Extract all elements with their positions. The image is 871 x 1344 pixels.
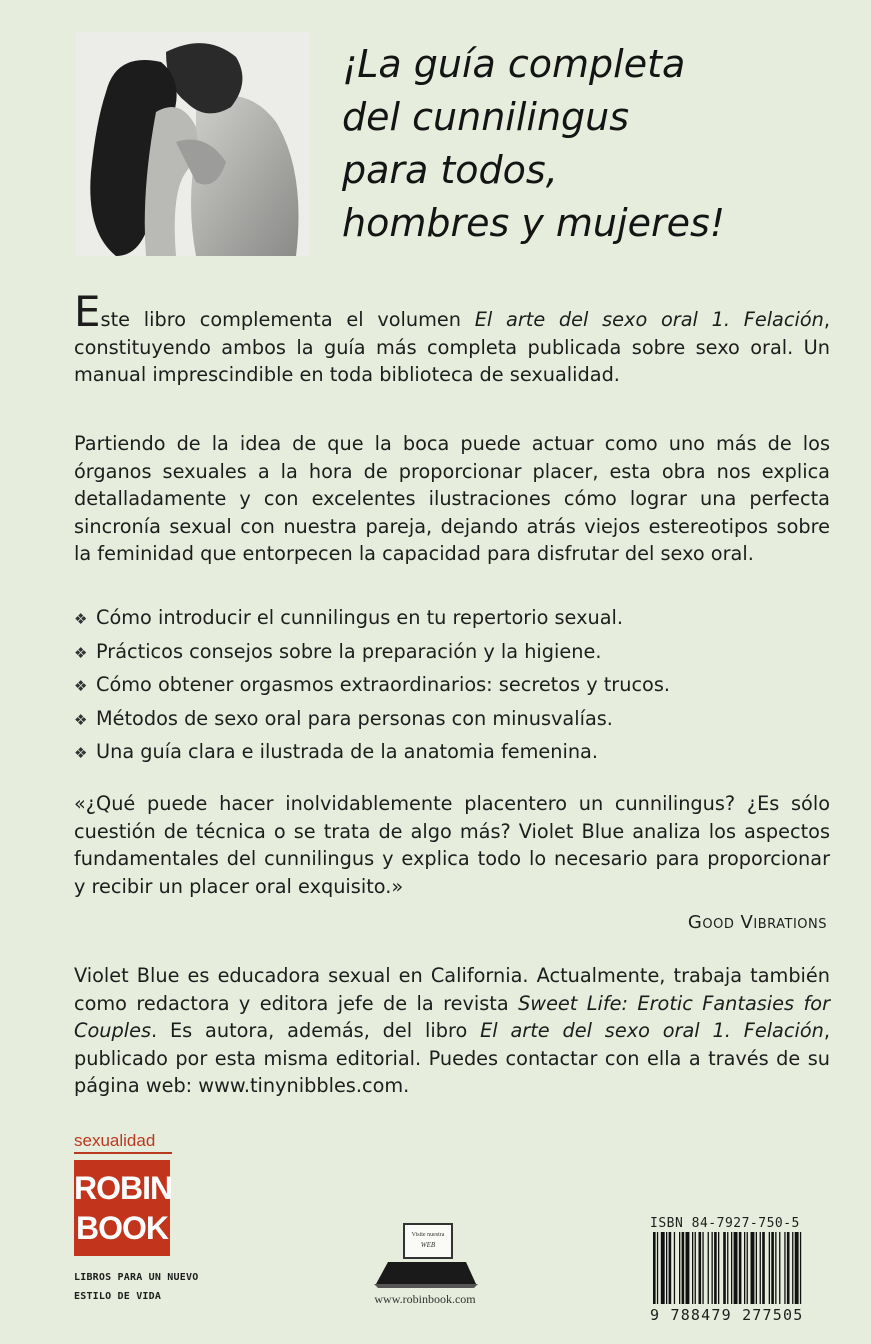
barcode-bar: [769, 1232, 770, 1304]
barcode-bar: [699, 1232, 702, 1304]
collection-label: sexualidad: [74, 1131, 156, 1150]
barcode-bar: [762, 1232, 765, 1304]
barcode-bar: [669, 1232, 672, 1304]
list-item-text: Prácticos consejos sobre la preparación y la higiene.: [96, 639, 602, 663]
barcode-bar: [744, 1232, 745, 1304]
intro-book-title: El arte del sexo oral 1. Felación: [474, 308, 824, 331]
diamond-bullet-icon: ❖: [74, 710, 88, 729]
barcode-bar: [771, 1232, 774, 1304]
laptop-icon: [348, 1222, 478, 1302]
barcode-bar: [682, 1232, 685, 1304]
intro-text-a: ste libro complementa el volumen: [100, 308, 475, 331]
drop-cap: E: [74, 287, 101, 336]
diamond-bullet-icon: ❖: [74, 677, 88, 695]
list-item-text: Cómo obtener orgasmos extraordinarios: secretos y trucos.: [96, 673, 671, 696]
bio-book-title: El arte del sexo oral 1. Felación: [480, 1019, 824, 1042]
list-item-text: Métodos de sexo oral para personas con minusvalías.: [96, 706, 613, 730]
barcode-bar: [739, 1232, 742, 1304]
list-item: [74, 703, 834, 737]
barcode-bar: [679, 1232, 680, 1304]
barcode-bar: [702, 1232, 703, 1304]
list-item: [74, 602, 834, 636]
headline-line-3: para todos,: [342, 148, 558, 192]
headline-line-4: hombres y mujeres!: [342, 201, 725, 245]
barcode-bar: [731, 1232, 732, 1304]
feature-list: [74, 602, 834, 770]
barcode-icon: [645, 1232, 835, 1312]
barcode-bar: [712, 1232, 713, 1304]
publisher-slogan: [74, 1268, 199, 1306]
review-quote: «¿Qué puede hacer inolvidablemente placentero un cunnilingus? ¿Es sólo cuestión de técnica o se trata de algo más? Violet Blue analiza los aspectos fundamentales del cunnilingus y explica todo lo necesario para proporcionar y recibir un placer oral exquisito.»: [74, 792, 830, 898]
diamond-bullet-icon: ❖: [74, 744, 88, 762]
barcode-bar: [779, 1232, 780, 1304]
quote-attribution: Good Vibrations: [687, 912, 827, 933]
web-screen-line-1: Visite nuestra: [411, 1232, 445, 1238]
barcode-bar: [800, 1232, 801, 1304]
cover-photo: [76, 32, 310, 256]
intro-text-b: , constituyendo ambos la guía más completa publicada sobre sexo oral. Un manual imprescindible en toda biblioteca de sexualidad.: [74, 308, 830, 386]
barcode-bar: [795, 1232, 799, 1304]
barcode-bar: [657, 1232, 658, 1304]
web-screen-line-2: WEB: [420, 1241, 436, 1249]
barcode-bar: [653, 1232, 656, 1304]
barcode-bar: [692, 1232, 693, 1304]
barcode-bar: [747, 1232, 748, 1304]
logo-line-1: ROBIN: [74, 1170, 173, 1206]
barcode-bar: [727, 1232, 728, 1304]
barcode-number: 9 788479 277505: [650, 1306, 804, 1324]
list-item: [74, 636, 834, 670]
list-item: [74, 669, 834, 703]
collection-divider: [74, 1152, 172, 1154]
author-bio: [74, 962, 830, 1100]
barcode-bar: [661, 1232, 665, 1304]
cover-headline: [342, 38, 842, 250]
diamond-bullet-icon: ❖: [74, 643, 88, 662]
barcode-bar: [666, 1232, 667, 1304]
slogan-line-1: LIBROS PARA UN NUEVO: [74, 1272, 199, 1283]
publisher-url: www.robinbook.com: [374, 1292, 476, 1306]
barcode-bar: [723, 1232, 726, 1304]
barcode-bar: [718, 1232, 719, 1304]
bio-text-2: . Es autora, además, del libro: [150, 1019, 481, 1042]
list-item-text: Una guía clara e ilustrada de la anatomia femenina.: [96, 740, 598, 763]
barcode-bar: [787, 1232, 790, 1304]
slogan-line-2: ESTILO DE VIDA: [74, 1291, 162, 1302]
headline-line-1: ¡La guía completa: [342, 42, 686, 86]
barcode-bar: [708, 1232, 709, 1304]
intro-paragraph: [74, 287, 830, 389]
barcode-bar: [775, 1232, 776, 1304]
barcode-bar: [734, 1232, 738, 1304]
barcode-bar: [751, 1232, 755, 1304]
barcode-bar: [714, 1232, 717, 1304]
list-item: [74, 736, 834, 770]
barcode-bar: [756, 1232, 757, 1304]
barcode-bar: [760, 1232, 761, 1304]
headline-line-2: del cunnilingus: [342, 95, 630, 139]
barcode-bar: [674, 1232, 675, 1304]
logo-line-2: BOOK: [76, 1210, 168, 1246]
barcode-bar: [792, 1232, 793, 1304]
description-paragraph: Partiendo de la idea de que la boca puede actuar como uno más de los órganos sexuales a la hora de proporcionar placer, esta obra nos explica detalladamente y con excelentes ilustraciones cómo lograr una perfecta sincronía sexual con nuestra pareja, dejando atrás viejos estereotipos sobre la feminidad que entorpecen la capacidad para disfrutar del sexo oral.: [74, 432, 830, 565]
bio-text-1: Violet Blue es educadora sexual en California. Actualmente, trabaja también como redactora y editora jefe de la revista: [74, 964, 830, 1015]
diamond-bullet-icon: ❖: [74, 610, 88, 628]
couple-photo-image: [76, 32, 310, 256]
barcode-bar: [695, 1232, 696, 1304]
list-item-text: Cómo introducir el cunnilingus en tu repertorio sexual.: [96, 606, 623, 629]
barcode-bar: [686, 1232, 690, 1304]
isbn-label: ISBN 84-7927-750-5: [650, 1216, 800, 1231]
barcode-bar: [784, 1232, 785, 1304]
bio-text-3: , publicado por esta misma editorial. Puedes contactar con ella a través de su página web: www.tinynibbles.com.: [74, 1019, 830, 1097]
bio-magazine-title: Sweet Life: Erotic Fantasies for Couples: [74, 991, 830, 1042]
publisher-logo: [74, 1160, 173, 1256]
